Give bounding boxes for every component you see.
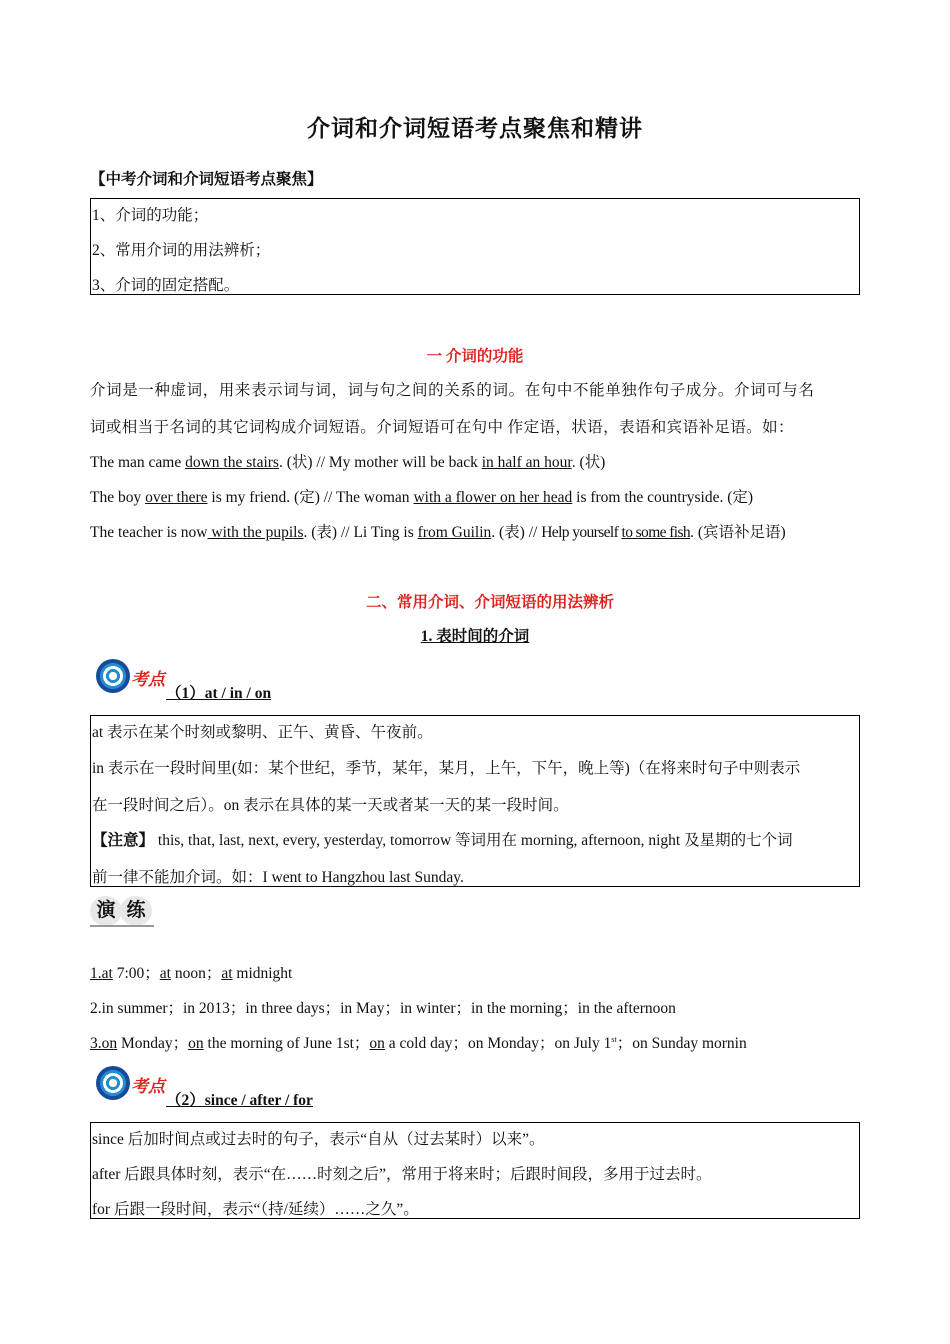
practice-line-2: 2.in summer；in 2013；in three days；in May；in winter；in the morning；in the afternoon: [90, 1000, 676, 1017]
focus-item: 1、介词的功能；: [92, 207, 209, 224]
kaodian-label: 考点: [131, 670, 165, 689]
point1-line: 在一段时间之后）。on 表示在具体的某一天或者某一天的某一段时间。: [92, 797, 569, 814]
point1-label: （1）at / in / on: [166, 685, 272, 702]
point2-line: after 后跟具体时刻，表示“在……时刻之后”，常用于将来时；后跟时间段，多用于过去时。: [92, 1166, 712, 1183]
section1-heading: 一 介词的功能: [426, 348, 524, 365]
focus-box: [90, 198, 860, 295]
practice-badge: 演 练: [90, 896, 154, 928]
kaodian-badge: [96, 1066, 166, 1106]
point2-line: for 后跟一段时间，表示“（持/延续）……之久”。: [92, 1201, 419, 1218]
section2-subheading: 1. 表时间的介词: [420, 628, 530, 645]
point1-line: in 表示在一段时间里(如：某个世纪，季节，某年，某月，上午，下午，晚上等)（在将来时句子中则表示: [92, 760, 801, 777]
section1-para-line2: 词或相当于名词的其它词构成介词短语。介词短语可在句中 作定语，状语，表语和宾语补足语。如：: [90, 419, 794, 436]
practice-line-3: 3.on Monday；on the morning of June 1st；on a cold day；on Monday；on July 1st；on Sunday mornin: [90, 1034, 747, 1052]
point2-label: （2）since / after / for: [166, 1092, 313, 1109]
target-icon: [96, 1066, 130, 1100]
target-icon: [96, 659, 130, 693]
example-line-1: The man came down the stairs. (状) // My mother will be back in half an hour. (状): [90, 454, 606, 471]
point1-line: at 表示在某个时刻或黎明、正午、黄昏、午夜前。: [92, 724, 433, 741]
point2-box: [90, 1122, 860, 1219]
kaodian-label: 考点: [131, 1077, 165, 1096]
page-title: 介词和介词短语考点聚焦和精讲: [307, 116, 643, 141]
section1-para-line1: 介词是一种虚词，用来表示词与词，词与句之间的关系的词。在句中不能单独作句子成分。介词可与名: [90, 382, 815, 399]
focus-item: 2、常用介词的用法辨析；: [92, 242, 271, 259]
example-line-2: The boy over there is my friend. (定) // The woman with a flower on her head is from the countryside. (定): [90, 489, 754, 506]
point1-note: 【注意】 this, that, last, next, every, yesterday, tomorrow 等词用在 morning, afternoon, night 及星期的七个词: [92, 832, 793, 849]
kaodian-badge: [96, 659, 166, 699]
focus-heading: 【中考介词和介词短语考点聚焦】: [90, 171, 323, 188]
point1-note-cont: 前一律不能加介词。如：I went to Hangzhou last Sunday.: [92, 869, 464, 886]
focus-item: 3、介词的固定搭配。: [92, 277, 240, 294]
example-line-3: The teacher is now with the pupils. (表) // Li Ting is from Guilin. (表) // Help yourself to some fish. (宾语补足语): [90, 524, 786, 541]
practice-line-1: 1.at 7:00；at noon；at midnight: [90, 965, 293, 982]
point2-line: since 后加时间点或过去时的句子，表示“自从（过去某时）以来”。: [92, 1131, 545, 1148]
section2-heading: 二、常用介词、介词短语的用法辨析: [365, 594, 614, 611]
point1-box: [90, 715, 860, 887]
